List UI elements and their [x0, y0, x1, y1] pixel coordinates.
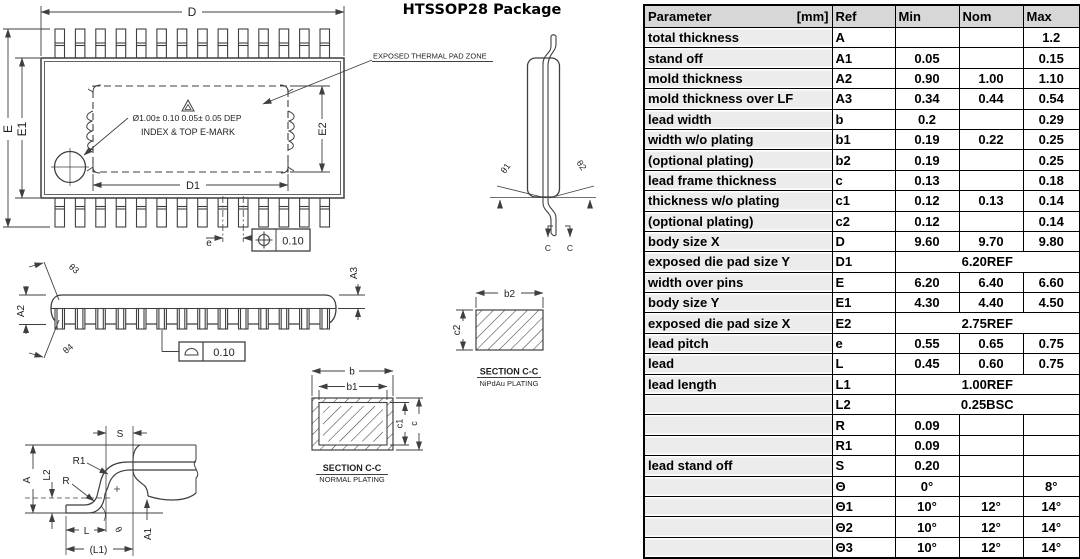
ref-cell: L1	[832, 374, 895, 394]
section-cc-nipdau	[456, 293, 543, 378]
ref-cell: Θ3	[832, 537, 895, 558]
ref-cell: S	[832, 456, 895, 476]
nom-cell	[959, 476, 1023, 496]
min-cell: 10°	[895, 517, 959, 537]
max-cell: 1.2	[1023, 28, 1080, 48]
dim-label-b: b	[349, 366, 355, 378]
min-cell: 0.55	[895, 333, 959, 353]
ref-cell: A1	[832, 48, 895, 68]
min-cell: 6.20	[895, 272, 959, 292]
flatness-tolerance-value: 0.10	[213, 347, 235, 359]
nom-cell: 0.13	[959, 191, 1023, 211]
ref-cell: L2	[832, 395, 895, 415]
section-cc-normal	[312, 371, 423, 475]
dim-label-b2: b2	[503, 289, 516, 300]
ref-cell: D1	[832, 252, 895, 272]
min-cell: 0.12	[895, 191, 959, 211]
header-nom-cell: Nom	[959, 5, 1023, 28]
foot-detail-labels	[22, 429, 154, 556]
dim-label-e: e	[206, 238, 212, 249]
param-cell: mold thickness over LF	[644, 89, 832, 109]
dim-label-L1: (L1)	[89, 545, 108, 556]
ref-cell: E	[832, 272, 895, 292]
table-row	[644, 517, 1080, 537]
page-title: HTSSOP28 Package	[402, 2, 562, 18]
ref-cell: A	[832, 28, 895, 48]
dim-label-A: A	[22, 476, 33, 484]
max-cell	[1023, 456, 1080, 476]
dim-label-D: D	[187, 5, 197, 19]
header-parameter-cell	[644, 5, 832, 28]
nom-cell	[959, 415, 1023, 435]
table-row	[644, 150, 1080, 170]
ref-cell: c2	[832, 211, 895, 231]
table-row	[644, 211, 1080, 231]
max-cell: 8°	[1023, 476, 1080, 496]
dim-label-A3: A3	[349, 266, 360, 280]
min-cell: 0.05	[895, 48, 959, 68]
nom-cell	[959, 211, 1023, 231]
header-unit-label: [mm]	[796, 9, 829, 24]
nom-cell	[959, 170, 1023, 190]
span-value-cell: 2.75REF	[895, 313, 1080, 333]
ref-cell: D	[832, 231, 895, 251]
param-cell: lead stand off	[644, 456, 832, 476]
param-cell: mold thickness	[644, 68, 832, 88]
param-cell: body size X	[644, 231, 832, 251]
nom-cell	[959, 150, 1023, 170]
table-row	[644, 89, 1080, 109]
max-cell: 0.75	[1023, 354, 1080, 374]
nom-cell	[959, 456, 1023, 476]
dim-label-c: c	[409, 421, 419, 426]
dim-label-A1: A1	[143, 527, 154, 541]
table-header-row	[644, 5, 1080, 28]
top-view-drawing	[3, 6, 493, 251]
dim-label-E2: E2	[317, 122, 329, 136]
param-cell: lead pitch	[644, 333, 832, 353]
span-value-cell: 0.25BSC	[895, 395, 1080, 415]
dim-label-R: R	[62, 476, 70, 487]
param-cell: width over pins	[644, 272, 832, 292]
max-cell: 14°	[1023, 496, 1080, 516]
ref-cell: A2	[832, 68, 895, 88]
nom-cell: 0.44	[959, 89, 1023, 109]
max-cell: 14°	[1023, 537, 1080, 558]
nom-cell	[959, 28, 1023, 48]
max-cell: 0.14	[1023, 191, 1080, 211]
ref-cell: e	[832, 333, 895, 353]
max-cell	[1023, 415, 1080, 435]
table-row	[644, 456, 1080, 476]
param-cell	[644, 476, 832, 496]
table-row	[644, 272, 1080, 292]
table-row	[644, 48, 1080, 68]
ref-cell: c	[832, 170, 895, 190]
max-cell: 4.50	[1023, 293, 1080, 313]
nom-cell: 12°	[959, 537, 1023, 558]
nom-cell: 12°	[959, 496, 1023, 516]
table-row	[644, 252, 1080, 272]
dim-label-theta: θ	[113, 524, 125, 535]
pad-zone-label: EXPOSED THERMAL PAD ZONE	[373, 51, 487, 61]
min-cell: 0.09	[895, 415, 959, 435]
ref-cell: Θ	[832, 476, 895, 496]
param-cell: stand off	[644, 48, 832, 68]
table-row	[644, 435, 1080, 455]
max-cell: 0.75	[1023, 333, 1080, 353]
table-row	[644, 333, 1080, 353]
max-cell: 0.14	[1023, 211, 1080, 231]
min-cell: 10°	[895, 496, 959, 516]
flatness-symbol-icon	[185, 349, 198, 356]
param-cell: width w/o plating	[644, 129, 832, 149]
ref-cell: b2	[832, 150, 895, 170]
table-row	[644, 537, 1080, 558]
table-row	[644, 191, 1080, 211]
min-cell: 0.20	[895, 456, 959, 476]
table-row	[644, 496, 1080, 516]
param-cell: exposed die pad size Y	[644, 252, 832, 272]
nom-cell: 0.22	[959, 129, 1023, 149]
table-row	[644, 28, 1080, 48]
lead-profile-drawing	[490, 35, 596, 237]
dim-label-b1: b1	[346, 382, 358, 393]
param-cell	[644, 496, 832, 516]
dim-label-theta4: θ4	[61, 341, 76, 356]
section-normal-title: SECTION C-C	[322, 463, 382, 473]
section-normal-subtitle: NORMAL PLATING	[319, 475, 385, 484]
max-cell: 0.25	[1023, 150, 1080, 170]
dim-label-theta2: θ2	[574, 158, 589, 173]
param-cell: (optional plating)	[644, 150, 832, 170]
section-nipdau-title: SECTION C-C	[479, 366, 539, 377]
section-nipdau-subtitle: NiPdAu PLATING	[479, 379, 539, 388]
param-cell	[644, 537, 832, 558]
max-cell: 0.29	[1023, 109, 1080, 129]
max-cell: 1.10	[1023, 68, 1080, 88]
table-row	[644, 170, 1080, 190]
position-tolerance-value: 0.10	[282, 235, 304, 248]
flatness-tolerance-frame	[179, 342, 245, 361]
dim-label-c2: c2	[452, 324, 463, 336]
nom-cell: 12°	[959, 517, 1023, 537]
param-cell: lead width	[644, 109, 832, 129]
side-view-pins	[55, 309, 330, 330]
param-cell: lead	[644, 354, 832, 374]
param-cell: (optional plating)	[644, 211, 832, 231]
ref-cell: R1	[832, 435, 895, 455]
min-cell: 0.13	[895, 170, 959, 190]
revision-triangle-icon	[182, 100, 194, 111]
header-parameter-label: Parameter	[648, 9, 712, 24]
nom-cell: 1.00	[959, 68, 1023, 88]
ref-cell: b	[832, 109, 895, 129]
table-row	[644, 313, 1080, 333]
max-cell	[1023, 435, 1080, 455]
foot-detail-drawing	[25, 426, 198, 556]
ref-cell: Θ1	[832, 496, 895, 516]
table-row	[644, 109, 1080, 129]
min-cell: 9.60	[895, 231, 959, 251]
min-cell: 0.45	[895, 354, 959, 374]
dim-label-E: E	[1, 124, 15, 134]
min-cell	[895, 28, 959, 48]
table-row	[644, 68, 1080, 88]
header-min-cell: Min	[895, 5, 959, 28]
table-row	[644, 231, 1080, 251]
ref-cell: L	[832, 354, 895, 374]
max-cell: 0.18	[1023, 170, 1080, 190]
nom-cell: 0.60	[959, 354, 1023, 374]
dim-label-c1: c1	[394, 418, 405, 429]
ref-cell: E1	[832, 293, 895, 313]
position-symbol-icon	[256, 232, 273, 249]
min-cell: 4.30	[895, 293, 959, 313]
max-cell: 0.54	[1023, 89, 1080, 109]
span-value-cell: 1.00REF	[895, 374, 1080, 394]
dim-label-theta1: θ1	[498, 161, 513, 176]
section-mark-c-right: C	[566, 243, 574, 253]
min-cell: 0.2	[895, 109, 959, 129]
dim-label-A2: A2	[16, 304, 27, 318]
param-cell	[644, 435, 832, 455]
param-cell: exposed die pad size X	[644, 313, 832, 333]
nom-cell	[959, 48, 1023, 68]
ref-cell: E2	[832, 313, 895, 333]
max-cell: 14°	[1023, 517, 1080, 537]
param-cell: lead frame thickness	[644, 170, 832, 190]
max-cell: 0.15	[1023, 48, 1080, 68]
ref-cell: b1	[832, 129, 895, 149]
dim-label-L2: L2	[42, 469, 53, 481]
min-cell: 0.12	[895, 211, 959, 231]
nom-cell: 0.65	[959, 333, 1023, 353]
section-mark-c-left: C	[544, 243, 552, 253]
ref-cell: c1	[832, 191, 895, 211]
index-note-line1: Ø1.00± 0.10 0.05± 0.05 DEP	[132, 113, 242, 123]
table-row	[644, 129, 1080, 149]
max-cell: 0.25	[1023, 129, 1080, 149]
min-cell: 0.34	[895, 89, 959, 109]
param-cell	[644, 395, 832, 415]
param-cell	[644, 415, 832, 435]
dim-label-S: S	[116, 429, 124, 440]
nom-cell	[959, 435, 1023, 455]
table-row	[644, 354, 1080, 374]
nom-cell: 9.70	[959, 231, 1023, 251]
table-row	[644, 395, 1080, 415]
table-row	[644, 415, 1080, 435]
min-cell: 0.19	[895, 129, 959, 149]
max-cell: 9.80	[1023, 231, 1080, 251]
dimension-table	[643, 4, 1080, 559]
min-cell: 0.19	[895, 150, 959, 170]
nom-cell: 4.40	[959, 293, 1023, 313]
table-row	[644, 293, 1080, 313]
dim-label-theta3: θ3	[66, 261, 81, 276]
param-cell: thickness w/o plating	[644, 191, 832, 211]
nom-cell	[959, 109, 1023, 129]
ref-cell: A3	[832, 89, 895, 109]
dim-label-E1: E1	[15, 121, 29, 137]
param-cell: body size Y	[644, 293, 832, 313]
dim-label-R1: R1	[72, 456, 86, 467]
ref-cell: Θ2	[832, 517, 895, 537]
param-cell: lead length	[644, 374, 832, 394]
param-cell: total thickness	[644, 28, 832, 48]
param-cell	[644, 517, 832, 537]
dim-label-L: L	[83, 526, 90, 537]
header-max-cell: Max	[1023, 5, 1080, 28]
index-note-line2: INDEX & TOP E-MARK	[140, 127, 236, 137]
table-row	[644, 476, 1080, 496]
min-cell: 10°	[895, 537, 959, 558]
dim-label-D1: D1	[185, 180, 201, 192]
min-cell: 0.09	[895, 435, 959, 455]
min-cell: 0°	[895, 476, 959, 496]
nom-cell: 6.40	[959, 272, 1023, 292]
ref-cell: R	[832, 415, 895, 435]
max-cell: 6.60	[1023, 272, 1080, 292]
table-row	[644, 374, 1080, 394]
span-value-cell: 6.20REF	[895, 252, 1080, 272]
min-cell: 0.90	[895, 68, 959, 88]
header-ref-cell: Ref	[832, 5, 895, 28]
